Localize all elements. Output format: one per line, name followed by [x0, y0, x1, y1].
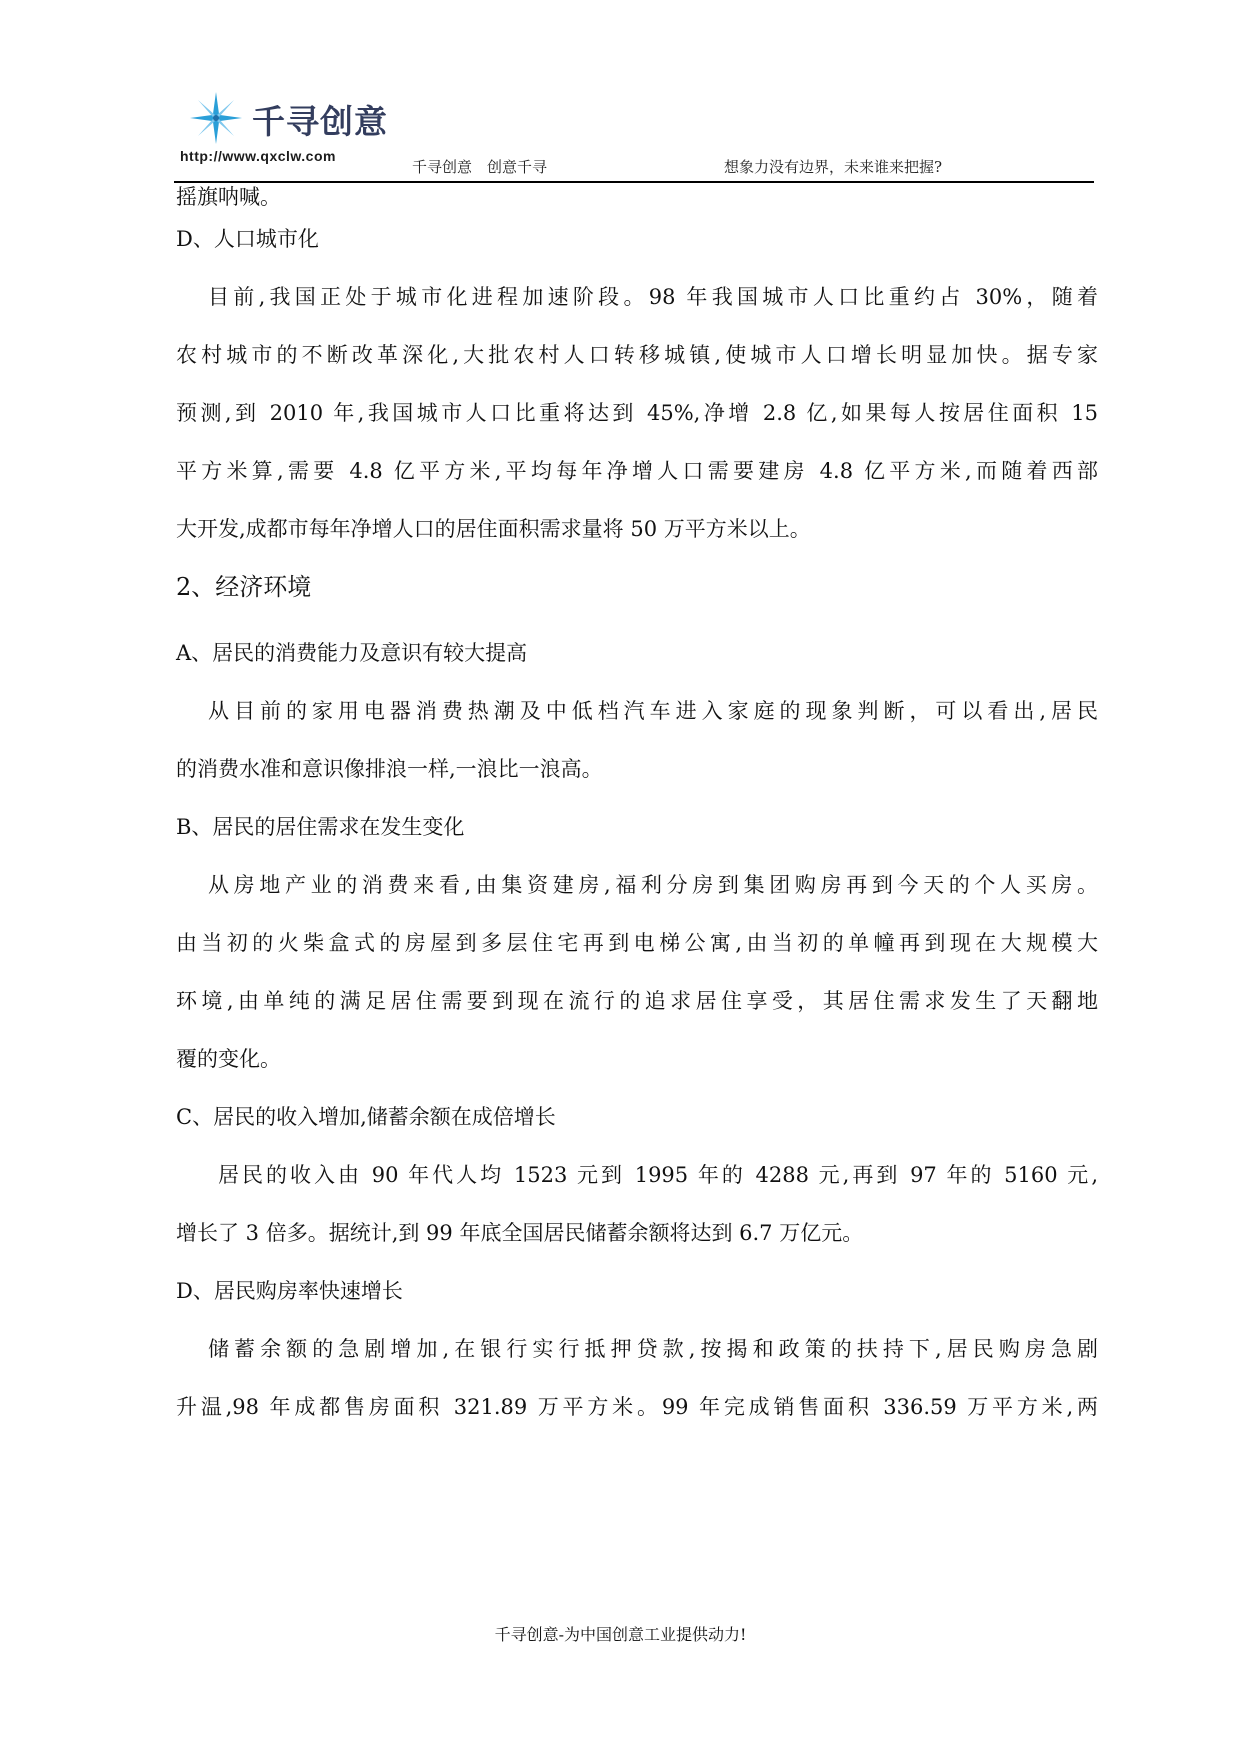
- paragraph-line: 目前,我国正处于城市化进程加速阶段。98 年我国城市人口比重约占 30%，随着: [208, 285, 1098, 309]
- paragraph-line: 从房地产业的消费来看,由集资建房,福利分房到集团购房再到今天的个人买房。: [208, 873, 1098, 897]
- header-slogan-left: 千寻创意 创意千寻: [412, 158, 548, 176]
- logo-wordmark: 千寻创意: [252, 102, 388, 141]
- paragraph-line: 居民的收入由 90 年代人均 1523 元到 1995 年的 4288 元,再到 97 年的 5160 元,: [218, 1163, 1098, 1187]
- page-header: [176, 88, 1096, 184]
- text-line: 摇旗呐喊。: [176, 185, 281, 209]
- paragraph-line: 预测,到 2010 年,我国城市人口比重将达到 45%,净增 2.8 亿,如果每人按居住面积 15: [176, 401, 1098, 425]
- logo-url: http://www.qxclw.com: [180, 148, 336, 164]
- subheading: D、居民购房率快速增长: [176, 1279, 403, 1303]
- subheading: A、居民的消费能力及意识有较大提高: [176, 641, 528, 665]
- subheading: B、居民的居住需求在发生变化: [176, 815, 465, 839]
- paragraph-line: 升温,98 年成都售房面积 321.89 万平方米。99 年完成销售面积 336.59 万平方米,两: [176, 1395, 1098, 1419]
- paragraph-line: 储蓄余额的急剧增加,在银行实行抵押贷款,按揭和政策的扶持下,居民购房急剧: [208, 1337, 1098, 1361]
- paragraph-line: 增长了 3 倍多。据统计,到 99 年底全国居民储蓄余额将达到 6.7 万亿元。: [176, 1221, 864, 1245]
- paragraph-line: 覆的变化。: [176, 1047, 281, 1071]
- paragraph-line: 农村城市的不断改革深化,大批农村人口转移城镇,使城市人口增长明显加快。据专家: [176, 343, 1098, 367]
- paragraph-line: 大开发,成都市每年净增人口的居住面积需求量将 50 万平方米以上。: [176, 517, 811, 541]
- subheading: C、居民的收入增加,储蓄余额在成倍增长: [176, 1105, 556, 1129]
- compass-star-logo-icon: [188, 90, 244, 146]
- paragraph-line: 从目前的家用电器消费热潮及中低档汽车进入家庭的现象判断，可以看出,居民: [208, 699, 1098, 723]
- header-slogan-right: 想象力没有边界，未来谁来把握?: [724, 158, 943, 176]
- page-footer: 千寻创意-为中国创意工业提供动力!: [494, 1625, 747, 1644]
- paragraph-line: 的消费水准和意识像排浪一样,一浪比一浪高。: [176, 757, 603, 781]
- section-heading: 2、经济环境: [176, 573, 312, 601]
- paragraph-line: 平方米算,需要 4.8 亿平方米,平均每年净增人口需要建房 4.8 亿平方米,而随着西部: [176, 459, 1098, 483]
- paragraph-line: 环境,由单纯的满足居住需要到现在流行的追求居住享受，其居住需求发生了天翻地: [176, 989, 1098, 1013]
- subheading: D、人口城市化: [176, 227, 319, 251]
- paragraph-line: 由当初的火柴盒式的房屋到多层住宅再到电梯公寓,由当初的单幢再到现在大规模大: [176, 931, 1098, 955]
- header-divider: [174, 181, 1094, 183]
